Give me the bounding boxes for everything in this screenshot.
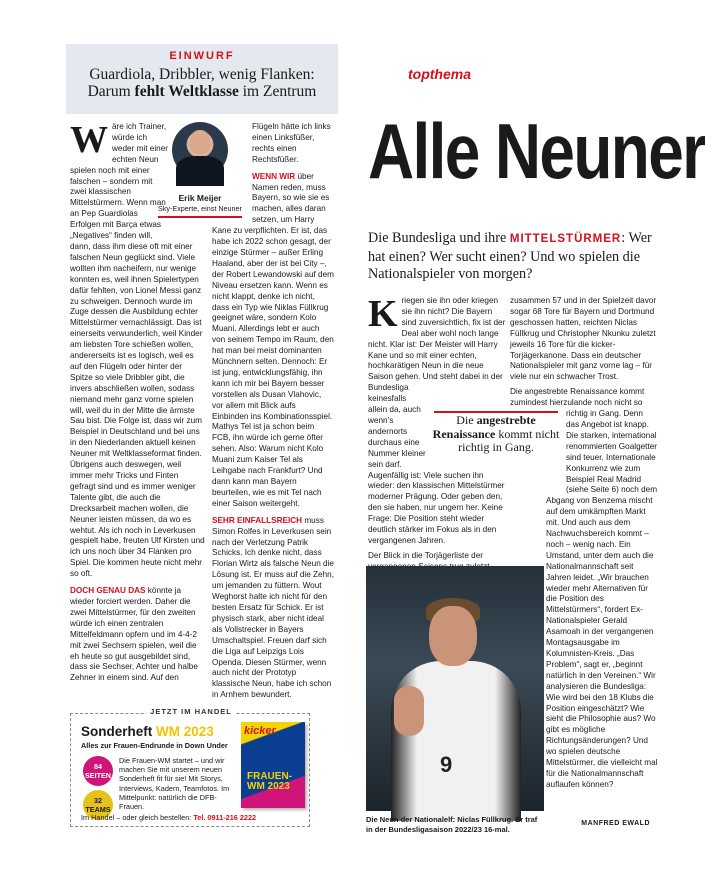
einwurf-col2-p0: Flügeln hätte ich links einen Linksfüßer, rechts einen Rechtsfüßer. [252,122,331,164]
dropcap: W [70,119,108,161]
einwurf-col1-p1: äre ich Trainer, würde ich weder mit einer echten Neun spielen noch mit einer falschen – sondern mit zwei klassischen Mittelstürmern. Wenn man an Pep Guardiolas Erfolgen mit Barça etwas „Negatives“ finden will, dann, dass ihm diese oft mit einer falschen Neun geglückt sind. Viele wollten ihm nacheifern, nur wenige konnten es, weil ihnen Spielertypen dafür fehlten, von Lionel Messi ganz zu schweigen. Dennoch wurde im Zuge dessen die Ausbildung echter Mittelstürmer vernachlässigt. Das ist einerseits verwunderlich, weil Kinder am liebsten Tore schießen wollen, andererseits ist es logisch, weil es auf den Flügeln oder hinter der Spitze so viele Dribbler gibt, die invers abschließen wollen, sodass niemand mehr ganz vorne spielen will, weil du in der Mitte die ärmste Sau bist. Die Folge ist, dass wir zum Beispiel in Deutschland und bei uns in den Niederlanden aktuell keinen Neuner mit Weltklasseformat finden. Übrigens auch deswegen, weil immer mehr Tricks und Finten gefragt sind und es immer weniger Talente gibt, die auch die Drecksarbeit machen wollen, die Neuner leisten müssen, da wo es wehtut. Als ich noch in Leverkusen gespielt habe, freuten Ulf Kirsten und ich uns noch über 34 Flanken pro Spiel. Die kommen heute nicht mehr so oft. [70,122,205,579]
ad-order: Im Handel – oder gleich bestellen: Tel. 0911-216 2222 [81,813,257,822]
body-col1-p1: riegen sie ihn oder kriegen sie ihn nicht? Die Bayern sind zuversichtlich, fix ist der Deal aber wohl noch lange nicht. Klar ist: Der Meister will Harry Kane und so mit einer echten, hochkarätigen Neun in die neue Saison gehen. Und steht dabei in der Bundesliga keinesfalls allein da, auch wenn’s andernorts durchaus eine Nummer kleiner sein darf. Augenfällig ist: Viele suchen ihn wieder: den klassischen Mittelstürmer moderner Prägung. Oder geben den, den sie haben, nur ungern her. Keine Frage: Die Position steht wieder deutlich stärker im Fokus als in den vergangenen Jahren. [368,296,506,545]
photo-caption: Die Neun der Nationalelf: Niclas Füllkrug. Er traf in der Bundesligasaison 2022/23 16-mal. [366,815,538,834]
einwurf-col1-p2-lead: DOCH GENAU DAS [70,586,146,596]
einwurf-col2-p2: muss Simon Rolfes in Leverkusen sein nach der Verletzung Patrik Schicks. Ich denke nicht, dass Florian Wirtz als falsche Neun die Lösung ist. Er muss auf die Zehn, um jemanden zu füttern. Wout Weghorst halte ich nicht für den besten Ersatz für Schick. Er ist physisch stark, aber nicht ideal als Vollstrecker in Bayers Umschaltspiel. Freuen darf sich die Liga auf Leipzigs Lois Openda. Diesen Stürmer, wenn auch nicht der Prototyp klassische Neun, habe ich schon in Arnhem bewundert. [212,515,334,700]
body-col2-p2: Die angestrebte Renaissance kommt zumindest hierzulande noch nicht so richtig in Gang. Denn das Angebot ist knapp. Die starken, international renommierten Goalgetter sind teuer. Internationale Konkurrenz wie zum Beispiel Real Madrid (siehe Seite 6) noch dem Abgang von Benzema mischt auf dem umkämpften Markt mit. Und auch aus dem Nachwuchsbereich kommt – noch – wenig nach. Ein Umstand, unter dem auch die Nationalmannschaft seit Jahren leidet. „Wir brauchen wieder mehr Alternativen für die Position des Mittelstürmers“, fordert Ex-Nationalspieler Gerald Asamoah in der vergangenen Montagsausgabe im Kolumnisten-Kreis. „Das Problem“, sagt er, „beginnt natürlich in den Vereinen.“ Wir analysieren die Bundesliga: Wie wird bei den 18 Klubs die Position eingeschätzt? Wie sieht die Philosophie aus? Wo gibt es mögliche Richtungsänderungen? Und wo spielen deutsche Mittelstürmer, die vielleicht mal für die Nationalmannschaft auflaufen können? [510,387,658,789]
author-role: Sky-Experte, einst Neuner [158,204,242,213]
ad-text: Die Frauen-WM startet – und wir machen Sie mit unserem neuen Sonderheft fit für sie! Mit Storys, Interviews, Kadern, Teamfotos. Im Mittelpunkt: natürlich die DFB-Frauen. [119,756,230,812]
author-name: Erik Meijer [178,193,222,203]
ad-phone[interactable]: Tel. 0911-216 2222 [193,813,257,822]
headline: Alle Neuner [368,107,705,195]
einwurf-header [66,44,338,114]
einwurf-col2-p1: über Namen reden, muss Bayern, so wie sie es machen, alles daran setzen, um Harry Kane zu verpflichten. Er ist, das habe ich 2022 schon gesagt, der einzige Stürmer – außer Erling Haaland, aber der ist bei City –, der Robert Lewandowski auf dem Niveau ersetzen kann. Wenn es nicht klappt, denke ich nicht, dass ein Typ wie Niklas Füllkrug geeignet wäre, sondern Kolo Muani. Allerdings lebt er auch von seinem Tempo im Raum, den hat man bei meist dominanten Münchnern selten. Dennoch: Er ist jung, entwicklungsfähig, ihn kann ich mir bei Bayern besser vorstellen als Dusan Vlahovic, vor allem mit Blick aufs Einbinden ins Kombinationsspiel. Mathys Tel ist ja schon beim FCB, ihn würde ich gerne öfter sehen. Also: Warum nicht Kolo Muani zum Kaiser Tel als Leihgabe nach Frankfurt? Und dann kann man Bayern beurteilen, wie es mit Tel nach einer Saison weitergeht. [212,171,334,508]
deck: Die Bundesliga und ihre MITTELSTÜRMER: Wer hat einen? Wer sucht einen? Und wo spielen die Nationalspieler von morgen? [368,230,652,282]
topthema-label: topthema [408,66,471,82]
ad-head: JETZT IM HANDEL [71,707,311,716]
magazine-wm: FRAUEN-WM 2023 [247,771,292,792]
einwurf-title-line1: Guardiola, Dribbler, wenig Flanken: [89,66,315,83]
einwurf-col2-p2-lead: SEHR EINFALLSREICH [212,515,303,525]
deck-highlight: MITTELSTÜRMER [509,233,622,245]
einwurf-col2 [212,122,334,700]
body-col2-p1: zusammen 57 und in der Spielzeit davor sogar 68 Tore für Bayern und Dortmund geschossen hatten, reichten Niclas Füllkrug und Christopher Nkunku zuletzt jeweils 16 Tore für die kicker-Torjägerkanone. Dass ein deutscher Nationalspieler mit ganz vorne lag – für viele nur ein schwacher Trost. [510,296,657,382]
body-dropcap: K [368,293,398,335]
magazine-logo: kicker [244,725,276,737]
einwurf-title-bold: fehlt Weltklasse [134,83,239,100]
einwurf-title-pre: Darum [87,83,135,100]
badge-teams: 32 TEAMS [83,790,113,820]
einwurf-title-post: im Zentrum [238,83,317,100]
pull-quote: Die angestrebte Renaissance kommt nicht richtig in Gang. [432,413,560,454]
body-col1-p2: Der Blick in die Torjägerliste der [368,550,483,560]
sonderheft-ad[interactable] [70,707,310,827]
magazine-cover [241,722,305,808]
einwurf-col1-p2: könnte ja wieder forciert werden. Daher die zwei Mittelstürmer, für den zweiten würde ich einen zentralen Mittelfeldmann opfern und im 4-4-2 mit zwei Sechsern spielen, weil die eh heute so gut ausgebildet sind, dass sie Sechser, Achter und halbe Zehner in einem sind. Auf den [70,586,198,683]
ad-title: Sonderheft WM 2023 [81,724,214,739]
einwurf-col2-p1-lead: WENN WIR [252,171,296,181]
byline: MANFRED EWALD [581,820,650,827]
einwurf-label: EINWURF [169,50,235,62]
badge-pages: 84 SEITEN [83,756,113,786]
player-photo: 9 [366,566,544,811]
ad-subtitle: Alles zur Frauen-Endrunde in Down Under [81,741,228,750]
einwurf-title [66,66,338,100]
